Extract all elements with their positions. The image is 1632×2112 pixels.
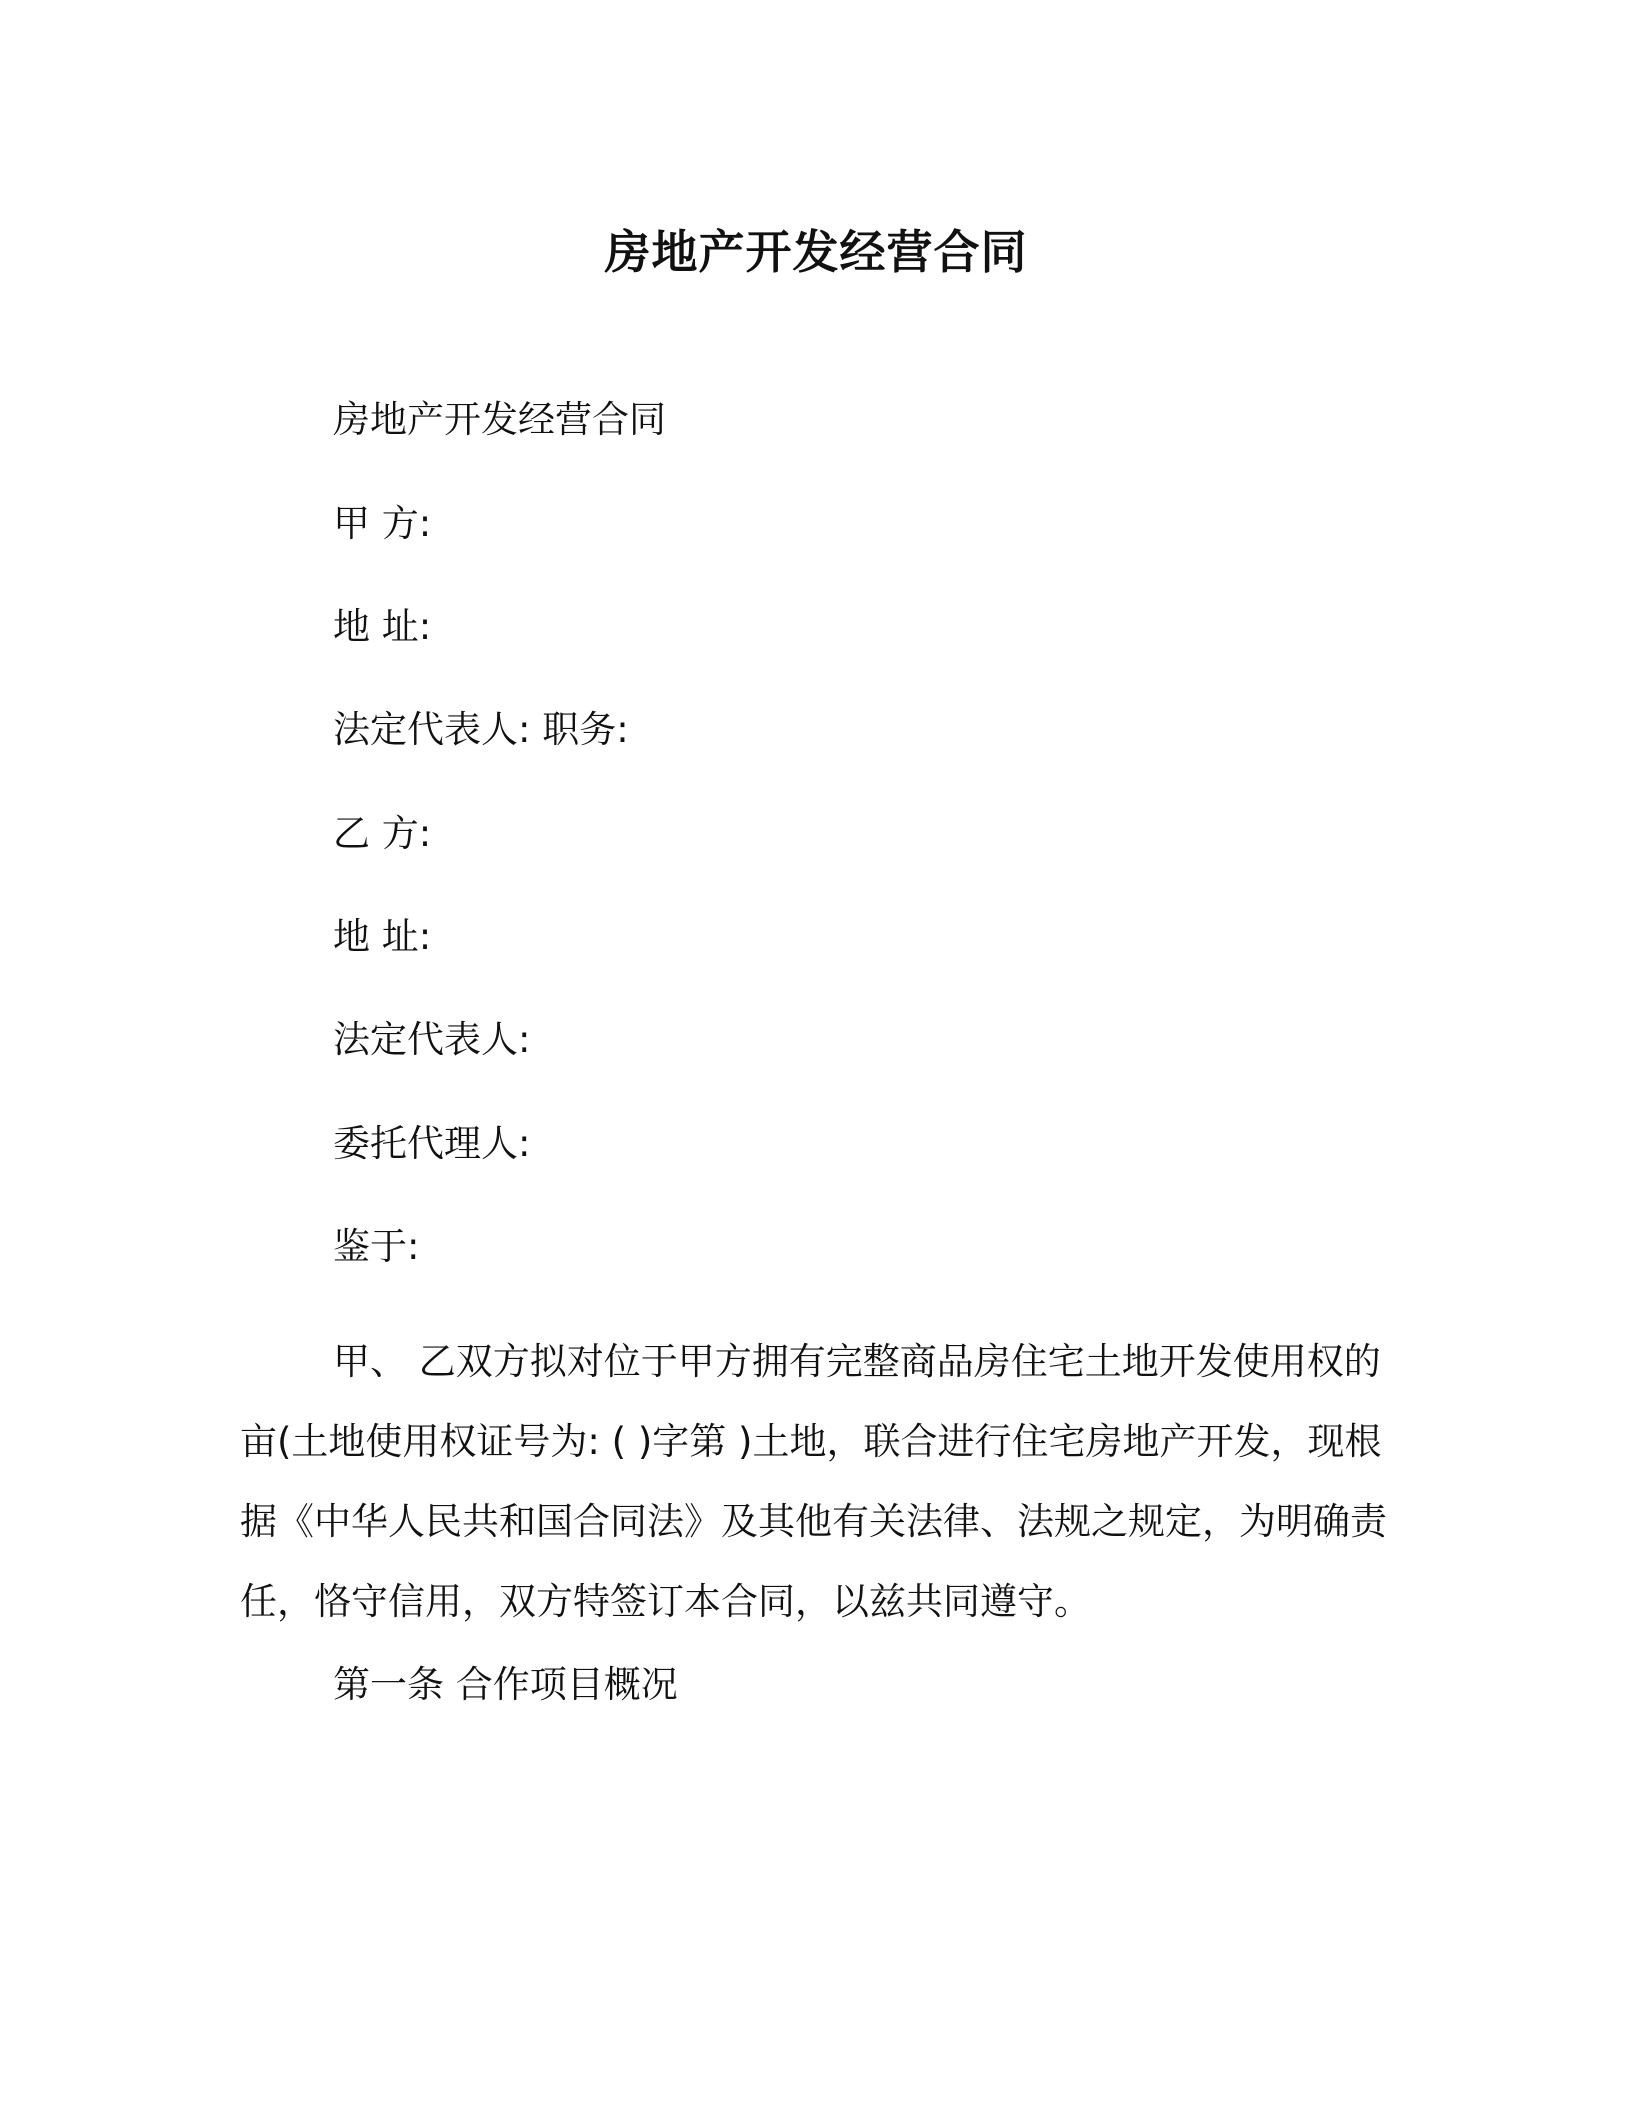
party-a-address-label: 地 址: xyxy=(333,605,432,648)
whereas-label: 鉴于: xyxy=(333,1225,420,1268)
preamble-paragraph: 甲、 乙双方拟对位于甲方拥有完整商品房住宅土地开发使用权的亩(土地使用权证号为: ( )字第 )土地，联合进行住宅房地产开发，现根据《中华人民共和国合同法》及其他有关法律、法规之规定，为明确责任，恪守信用，双方特签订本合同，以兹共同遵守。 xyxy=(240,1340,1387,1623)
party-b-representative-label: 法定代表人: xyxy=(333,1018,531,1061)
party-b-label: 乙 方: xyxy=(333,812,432,855)
party-a-representative-label: 法定代表人: 职务: xyxy=(333,708,629,751)
article-1-heading: 第一条 合作项目概况 xyxy=(333,1663,678,1706)
document-subtitle: 房地产开发经营合同 xyxy=(333,398,666,441)
party-a-label: 甲 方: xyxy=(333,502,432,545)
document-title: 房地产开发经营合同 xyxy=(604,225,1028,279)
agent-label: 委托代理人: xyxy=(333,1122,531,1165)
party-b-address-label: 地 址: xyxy=(333,915,432,958)
